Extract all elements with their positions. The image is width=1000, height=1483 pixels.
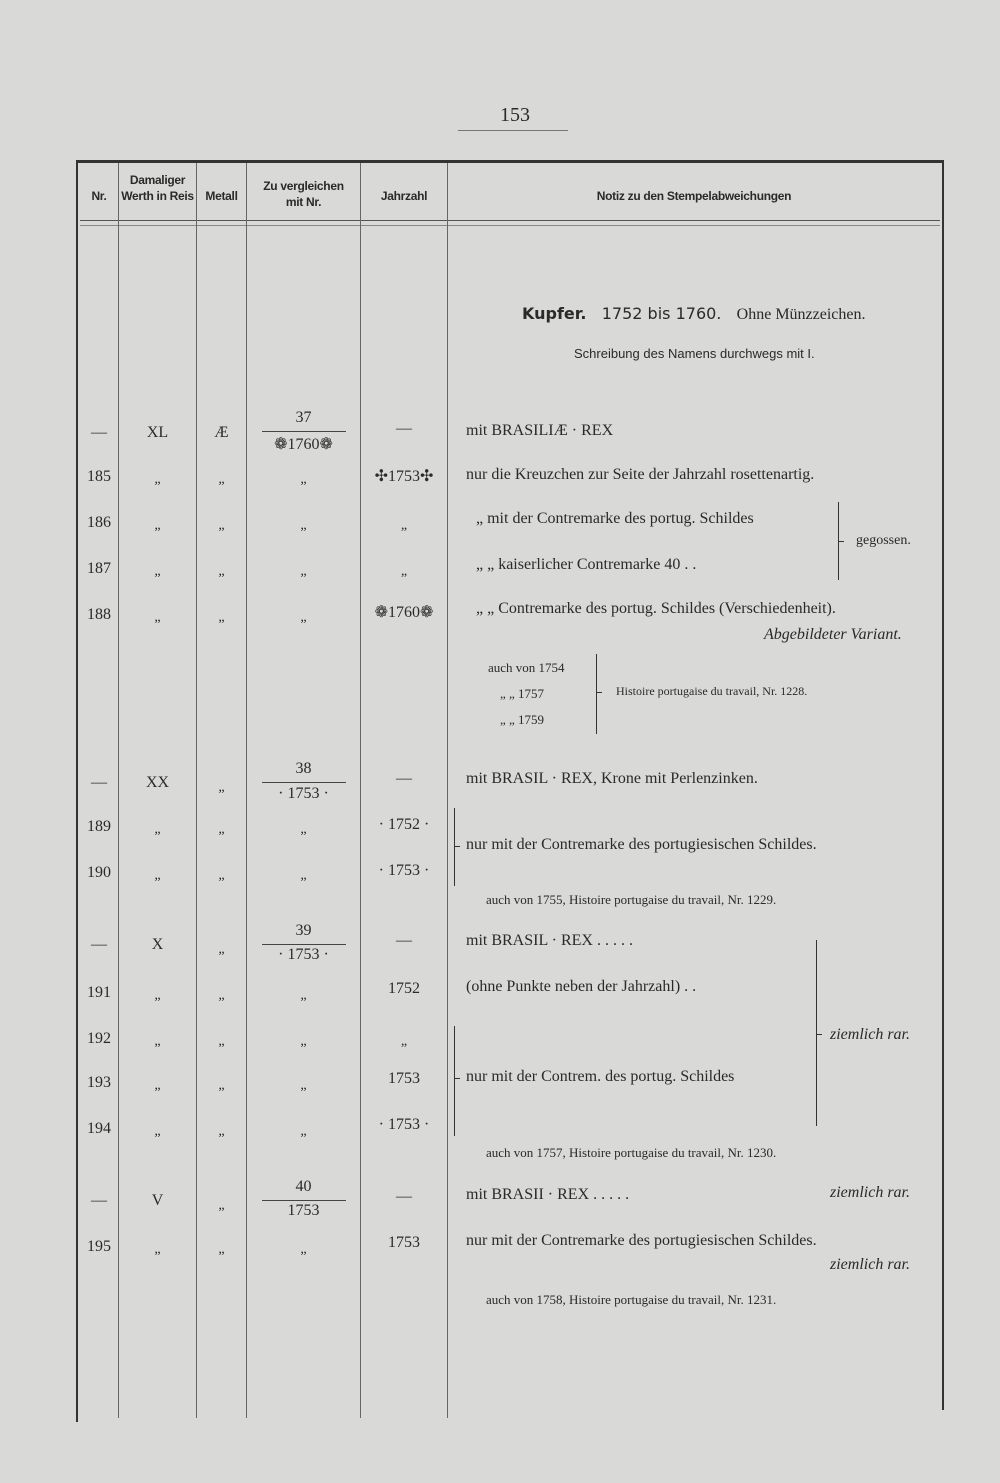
group-head-note: mit BRASIL · REX, Krone mit Perlenzinken. <box>466 770 758 787</box>
row-nr: 186 <box>87 514 111 531</box>
row-jahr: „ <box>400 518 408 533</box>
row-wert: „ <box>154 564 161 579</box>
row-wert: „ <box>154 988 161 1003</box>
table-right-border <box>942 160 944 1410</box>
brace-tip <box>454 846 460 847</box>
fraction-line <box>262 431 346 432</box>
group-head-jahr: — <box>396 1188 412 1205</box>
also-reference: Histoire portugaise du travail, Nr. 1228. <box>616 684 808 698</box>
row-nr: 194 <box>87 1120 111 1137</box>
group-head-wert: XX <box>145 774 170 791</box>
row-note: „ „ kaiserlicher Contremarke 40 . . <box>476 556 697 573</box>
table-left-border <box>76 160 78 1422</box>
row-wert: „ <box>154 518 161 533</box>
row-wert: „ <box>154 822 161 837</box>
table-top-border <box>76 160 944 163</box>
row-nr: 185 <box>87 468 111 485</box>
row-wert: „ <box>154 610 161 625</box>
row-note: (ohne Punkte neben der Jahrzahl) . . <box>466 978 697 995</box>
row-jahr: „ <box>400 1034 408 1049</box>
brace-tip <box>454 1078 460 1079</box>
also-item: auch von 1754 <box>488 660 565 675</box>
brace <box>454 1026 455 1136</box>
row-note: „ „ Contremarke des portug. Schildes (Verschiedenheit). <box>476 600 836 617</box>
row-nr: 191 <box>87 984 111 1001</box>
group-head-vergl-bottom: · 1753 · <box>278 946 329 963</box>
row-vergl: „ <box>300 518 307 533</box>
row-metall: „ <box>218 1078 225 1093</box>
row-metall: „ <box>218 564 225 579</box>
page-number: 153 <box>500 104 530 126</box>
group-head-vergl-top: 40 <box>295 1178 312 1195</box>
row-vergl: „ <box>300 1078 307 1093</box>
rarity-note: ziemlich rar. <box>830 1184 910 1201</box>
row-vergl: „ <box>300 1034 307 1049</box>
row-wert: „ <box>154 1124 161 1139</box>
header-vergleichen: Zu vergleichen mit Nr. <box>263 179 344 209</box>
group-head-metall: Æ <box>214 424 229 441</box>
group-head-wert: X <box>151 936 164 953</box>
row-nr: 187 <box>87 560 111 577</box>
header-jahrzahl: Jahrzahl <box>380 189 428 203</box>
row-nr: 192 <box>87 1030 111 1047</box>
column-divider <box>447 163 448 1418</box>
group-head-vergl-bottom: 1753 <box>287 1202 320 1219</box>
row-nr: 195 <box>87 1238 111 1255</box>
row-jahr: 1752 <box>388 980 420 997</box>
fraction-line <box>262 944 346 945</box>
column-divider <box>360 163 361 1418</box>
fraction-line <box>262 1200 346 1201</box>
row-vergl: „ <box>300 988 307 1003</box>
brace <box>454 808 455 886</box>
fraction-line <box>262 782 346 783</box>
row-metall: „ <box>218 1242 225 1257</box>
header-rule <box>80 220 940 221</box>
brace-note: nur mit der Contrem. des portug. Schildes <box>466 1068 735 1085</box>
group-head-nr: — <box>91 1192 107 1209</box>
group-head-metall: „ <box>218 942 225 957</box>
row-jahr: 1753 <box>388 1070 420 1087</box>
also-item: „ „ 1759 <box>500 712 545 727</box>
group-head-vergl-bottom: ❁1760❁ <box>274 436 333 453</box>
row-metall: „ <box>218 1034 225 1049</box>
row-jahr: „ <box>400 564 408 579</box>
row-metall: „ <box>218 1124 225 1139</box>
row-note: „ mit der Contremarke des portug. Schildes <box>476 510 754 527</box>
row-metall: „ <box>218 822 225 837</box>
row-metall: „ <box>218 518 225 533</box>
group-head-nr: — <box>91 936 107 953</box>
group-head-metall: „ <box>218 780 225 795</box>
row-note: nur mit der Contremarke des portugiesischen Schildes. <box>466 1232 817 1249</box>
brace <box>596 654 597 734</box>
page-number-rule <box>458 130 568 131</box>
header-notiz: Notiz zu den Stempelabweichungen <box>596 189 792 203</box>
row-jahr: 1753 <box>388 1234 420 1251</box>
group-head-nr: — <box>91 774 107 791</box>
row-note: nur die Kreuzchen zur Seite der Jahrzahl rosettenartig. <box>466 466 815 483</box>
group-head-jahr: — <box>396 770 412 787</box>
row-vergl: „ <box>300 564 307 579</box>
header-metall: Metall <box>205 189 238 203</box>
brace-note: gegossen. <box>856 533 911 548</box>
row-jahr: · 1753 · <box>378 862 430 879</box>
row-wert: „ <box>154 868 161 883</box>
also-note: auch von 1758, Histoire portugaise du travail, Nr. 1231. <box>486 1292 777 1307</box>
also-note: auch von 1757, Histoire portugaise du travail, Nr. 1230. <box>486 1145 777 1160</box>
group-head-vergl-top: 39 <box>295 922 312 939</box>
row-jahr: ❁1760❁ <box>374 604 434 621</box>
variant-note: Abgebildeter Variant. <box>764 626 902 643</box>
brace-tip <box>816 1034 822 1035</box>
row-jahr: · 1753 · <box>378 1116 430 1133</box>
group-head-note: mit BRASII · REX . . . . . <box>466 1186 630 1203</box>
row-metall: „ <box>218 610 225 625</box>
brace-tip <box>596 692 602 693</box>
brace <box>816 940 817 1126</box>
row-vergl: „ <box>300 822 307 837</box>
group-head-nr: — <box>91 424 107 441</box>
row-jahr: · 1752 · <box>378 816 430 833</box>
row-vergl: „ <box>300 610 307 625</box>
section-title: Kupfer. 1752 bis 1760. Ohne Münzzeichen. <box>522 304 866 323</box>
also-note: auch von 1755, Histoire portugaise du travail, Nr. 1229. <box>486 892 777 907</box>
row-vergl: „ <box>300 1124 307 1139</box>
group-head-vergl-top: 37 <box>295 409 312 426</box>
header-wert: Damaliger Werth in Reis <box>121 173 194 203</box>
row-metall: „ <box>218 868 225 883</box>
header-nr: Nr. <box>91 189 107 203</box>
row-vergl: „ <box>300 1242 307 1257</box>
row-wert: „ <box>154 1242 161 1257</box>
brace-note: nur mit der Contremarke des portugiesischen Schildes. <box>466 836 817 853</box>
group-head-metall: „ <box>218 1198 225 1213</box>
group-head-wert: V <box>151 1192 164 1209</box>
group-head-wert: XL <box>146 424 169 441</box>
group-head-note: mit BRASIL · REX . . . . . <box>466 932 633 949</box>
row-wert: „ <box>154 1078 161 1093</box>
row-jahr: ✣1753✣ <box>374 468 434 485</box>
group-head-jahr: — <box>396 932 412 949</box>
group-head-jahr: — <box>396 420 412 437</box>
rarity-note: ziemlich rar. <box>830 1026 910 1043</box>
row-wert: „ <box>154 1034 161 1049</box>
row-vergl: „ <box>300 472 307 487</box>
rarity-note: ziemlich rar. <box>830 1256 910 1273</box>
row-metall: „ <box>218 472 225 487</box>
row-nr: 193 <box>87 1074 111 1091</box>
row-metall: „ <box>218 988 225 1003</box>
row-vergl: „ <box>300 868 307 883</box>
brace-tip <box>838 541 844 542</box>
section-subtitle: Schreibung des Namens durchwegs mit I. <box>574 346 815 361</box>
also-item: „ „ 1757 <box>500 686 545 701</box>
group-head-vergl-top: 38 <box>295 760 312 777</box>
row-nr: 190 <box>87 864 111 881</box>
header-rule-double <box>80 225 940 226</box>
row-nr: 188 <box>87 606 111 623</box>
group-head-note: mit BRASILIÆ · REX <box>466 422 614 439</box>
row-nr: 189 <box>87 818 111 835</box>
row-wert: „ <box>154 472 161 487</box>
group-head-vergl-bottom: · 1753 · <box>278 785 329 802</box>
